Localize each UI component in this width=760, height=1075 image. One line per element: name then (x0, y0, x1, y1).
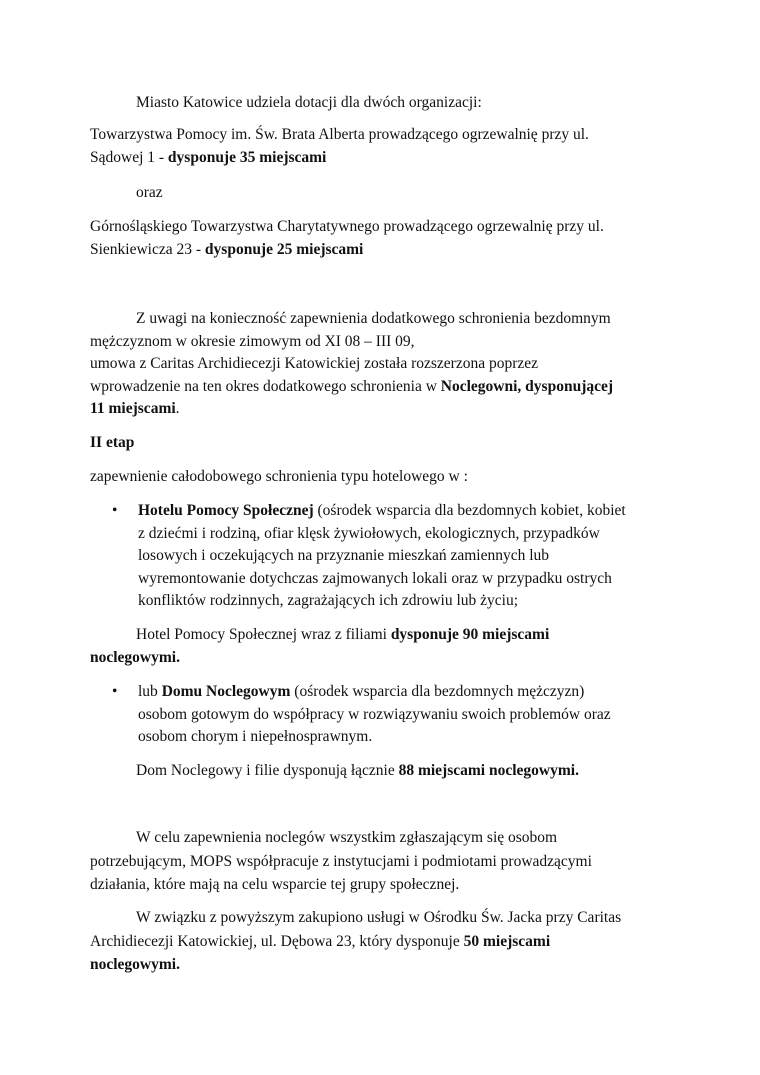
org2-line1: Górnośląskiego Towarzystwa Charytatywnego prowadzącego ogrzewalnię przy ul. (90, 218, 604, 235)
bullet2-line1-text: (ośrodek wsparcia dla bezdomnych mężczyzn) (290, 683, 585, 700)
bullet1-line5: konfliktów rodzinnych, zagrażających ich zdrowiu lub życiu; (138, 592, 519, 609)
para4-line1: W związku z powyższym zakupiono usługi w Ośrodku Św. Jacka przy Caritas (136, 909, 622, 926)
para4-line2 (90, 931, 550, 953)
org1-line2 (90, 147, 326, 169)
para2-line4 (90, 376, 613, 398)
para2-line2: mężczyznom w okresie zimowym od XI 08 – III 09, (90, 333, 415, 350)
dom-summary-text: Dom Noclegowy i filie dysponują łącznie (136, 762, 399, 779)
bullet1-line1 (138, 500, 626, 522)
para3-line2: potrzebującym, MOPS współpracuje z instytucjami i podmiotami prowadzącymi (90, 853, 592, 870)
hotel-name: Hotelu Pomocy Społecznej (138, 502, 314, 519)
para2-line3: umowa z Caritas Archidiecezji Katowickiej została rozszerzona poprzez (90, 355, 539, 372)
hotel-summary-text: Hotel Pomocy Społecznej wraz z filiami (136, 626, 391, 643)
dom-name: Domu Noclegowym (161, 683, 291, 700)
bullet2-line1 (138, 681, 584, 703)
para2-line1: Z uwagi na konieczność zapewnienia dodatkowego schronienia bezdomnym (136, 310, 611, 327)
bullet1-line2: z dziećmi i rodziną, ofiar klęsk żywiołowych, ekologicznych, przypadków (138, 525, 600, 542)
bullet2-pre: lub (138, 683, 162, 700)
bullet2-line3: osobom chorym i niepełnosprawnym. (138, 728, 373, 745)
bullet1-line3: losowych i oczekujących na przyznanie mieszkań zamiennych lub (138, 547, 550, 564)
bullet-marker-1: • (112, 502, 118, 519)
jacek-capacity: 50 miejscami (463, 933, 551, 950)
org2-address: Sienkiewicza 23 - (90, 241, 205, 258)
para2-line4-text: wprowadzenie na ten okres dodatkowego schronienia w (90, 378, 441, 395)
noclegownia-label: Noclegowni, dysponującej (440, 378, 614, 395)
dom-capacity: 88 miejscami noclegowymi (398, 762, 576, 779)
bullet2-line2: osobom gotowym do współpracy w rozwiązywaniu swoich problemów oraz (138, 706, 611, 723)
org1-address: Sądowej 1 - (90, 149, 168, 166)
intro-text: Miasto Katowice udziela dotacji dla dwóch organizacji: (136, 94, 482, 111)
para3-line1: W celu zapewnienia noclegów wszystkim zgłaszającym się osobom (136, 829, 558, 846)
para4-line2-text: Archidiecezji Katowickiej, ul. Dębowa 23, który dysponuje (90, 933, 464, 950)
stage-heading: II etap (90, 434, 135, 451)
hotel-summary-line2: noclegowymi. (90, 649, 180, 666)
bullet1-line4: wyremontowanie dotychczas zajmowanych lokali oraz w przypadku ostrych (138, 570, 612, 587)
org1-capacity: dysponuje 35 miejscami (167, 149, 327, 166)
dom-summary-period: . (575, 762, 579, 779)
para4-line3: noclegowymi. (90, 956, 180, 973)
org2-line2 (90, 239, 363, 261)
para3-line3: działania, które mają na celu wsparcie tej grupy społecznej. (90, 876, 460, 893)
para2-period: . (175, 400, 180, 417)
hotel-summary-line1 (136, 624, 549, 646)
para2-line5 (90, 398, 180, 420)
org1-line1: Towarzystwa Pomocy im. Św. Brata Alberta prowadzącego ogrzewalnię przy ul. (90, 126, 589, 143)
noclegownia-capacity: 11 miejscami (90, 400, 176, 417)
bullet1-line1-text: (ośrodek wsparcia dla bezdomnych kobiet, kobiet (313, 502, 626, 519)
dom-summary (136, 760, 579, 782)
bullet-marker-2: • (112, 683, 118, 700)
org2-capacity: dysponuje 25 miejscami (204, 241, 364, 258)
stage-intro: zapewnienie całodobowego schronienia typu hotelowego w : (90, 468, 468, 485)
hotel-capacity: dysponuje 90 miejscami (390, 626, 550, 643)
oraz-text: oraz (136, 184, 163, 201)
